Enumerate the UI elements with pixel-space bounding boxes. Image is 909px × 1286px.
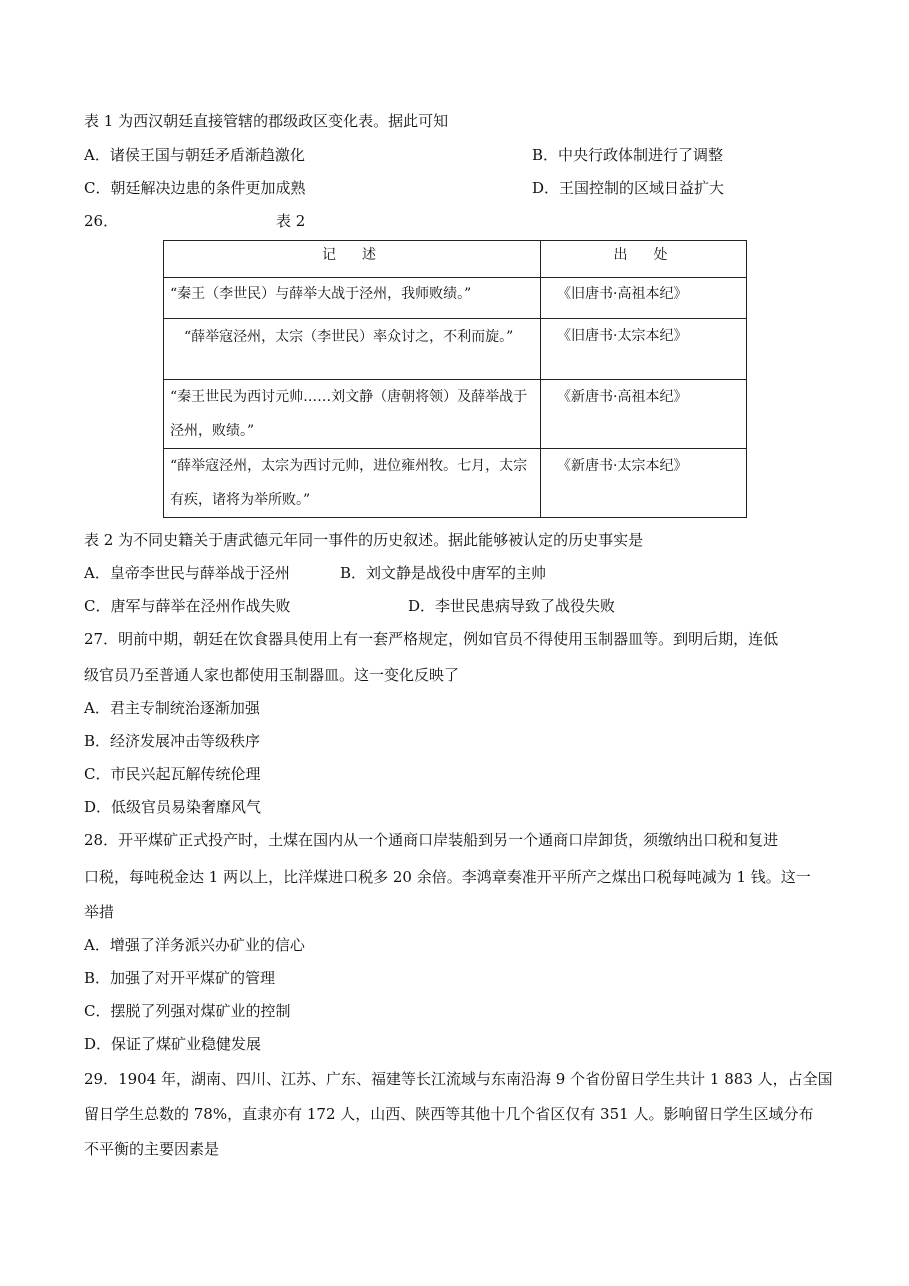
table-row bbox=[164, 278, 747, 319]
record-cell: “薛举寇泾州，太宗（李世民）率众讨之，不利而旋。” bbox=[164, 319, 541, 380]
table-2 bbox=[163, 240, 747, 518]
table-header-row bbox=[164, 241, 747, 278]
q28-stem-line-3: 举措 bbox=[84, 903, 115, 921]
record-cell: “秦王（李世民）与薛举大战于泾州，我师败绩。” bbox=[164, 278, 541, 319]
table-row bbox=[164, 380, 747, 449]
q26-option-d: D．李世民患病导致了战役失败 bbox=[408, 597, 616, 615]
source-cell: 《旧唐书·太宗本纪》 bbox=[541, 319, 747, 380]
q26-option-a: A．皇帝李世民与薛举战于泾州 bbox=[84, 564, 290, 582]
q29-stem-line-3: 不平衡的主要因素是 bbox=[84, 1140, 220, 1158]
q28-option-b: B．加强了对开平煤矿的管理 bbox=[84, 969, 276, 987]
q28-stem-line-2: 口税，每吨税金达 1 两以上，比洋煤进口税多 20 余倍。李鸿章奏准开平所产之煤出口税每吨减为 1 钱。这一 bbox=[84, 868, 811, 886]
source-cell: 《旧唐书·高祖本纪》 bbox=[541, 278, 747, 319]
table-2-title: 表 2 bbox=[276, 212, 306, 230]
q28-stem-line-1: 28．开平煤矿正式投产时，土煤在国内从一个通商口岸装船到另一个通商口岸卸货，须缴纳出口税和复进 bbox=[84, 831, 779, 849]
q29-stem-line-2: 留日学生总数的 78%，直隶亦有 172 人，山西、陕西等其他十几个省区仅有 351 人。影响留日学生区域分布 bbox=[84, 1105, 814, 1123]
q25-option-b: B．中央行政体制进行了调整 bbox=[532, 146, 724, 164]
q25-option-d: D．王国控制的区域日益扩大 bbox=[532, 179, 725, 197]
q27-stem-line-2: 级官员乃至普通人家也都使用玉制器皿。这一变化反映了 bbox=[84, 666, 460, 684]
q27-stem-line-1: 27．明前中期，朝廷在饮食器具使用上有一套严格规定，例如官员不得使用玉制器皿等。到明后期，连低 bbox=[84, 630, 779, 648]
q28-option-a: A．增强了洋务派兴办矿业的信心 bbox=[84, 936, 305, 954]
q26-stem: 表 2 为不同史籍关于唐武德元年同一事件的历史叙述。据此能够被认定的历史事实是 bbox=[84, 531, 644, 549]
header-source: 出 处 bbox=[541, 241, 747, 278]
q25-option-a: A．诸侯王国与朝廷矛盾渐趋激化 bbox=[84, 146, 305, 164]
q27-option-c: C．市民兴起瓦解传统伦理 bbox=[84, 765, 261, 783]
q26-option-c: C．唐军与薛举在泾州作战失败 bbox=[84, 597, 291, 615]
q25-stem: 表 1 为西汉朝廷直接管辖的郡级政区变化表。据此可知 bbox=[84, 112, 449, 130]
table-row bbox=[164, 449, 747, 518]
record-cell: “秦王世民为西讨元帅……刘文静（唐朝将领）及薛举战于泾州，败绩。” bbox=[164, 380, 541, 449]
q27-option-b: B．经济发展冲击等级秩序 bbox=[84, 732, 261, 750]
q26-number: 26． bbox=[84, 212, 119, 230]
q27-option-d: D．低级官员易染奢靡风气 bbox=[84, 798, 262, 816]
table-row bbox=[164, 319, 747, 380]
header-record: 记 述 bbox=[164, 241, 541, 278]
q25-option-c: C．朝廷解决边患的条件更加成熟 bbox=[84, 179, 306, 197]
q26-option-b: B．刘文静是战役中唐军的主帅 bbox=[340, 564, 547, 582]
source-cell: 《新唐书·太宗本纪》 bbox=[541, 449, 747, 518]
q28-option-d: D．保证了煤矿业稳健发展 bbox=[84, 1035, 262, 1053]
record-cell: “薛举寇泾州，太宗为西讨元帅，进位雍州牧。七月，太宗有疾，诸将为举所败。” bbox=[164, 449, 541, 518]
source-cell: 《新唐书·高祖本纪》 bbox=[541, 380, 747, 449]
q27-option-a: A．君主专制统治逐渐加强 bbox=[84, 699, 260, 717]
q28-option-c: C．摆脱了列强对煤矿业的控制 bbox=[84, 1002, 291, 1020]
q29-stem-line-1: 29．1904 年，湖南、四川、江苏、广东、福建等长江流域与东南沿海 9 个省份留日学生共计 1 883 人，占全国 bbox=[84, 1070, 833, 1088]
